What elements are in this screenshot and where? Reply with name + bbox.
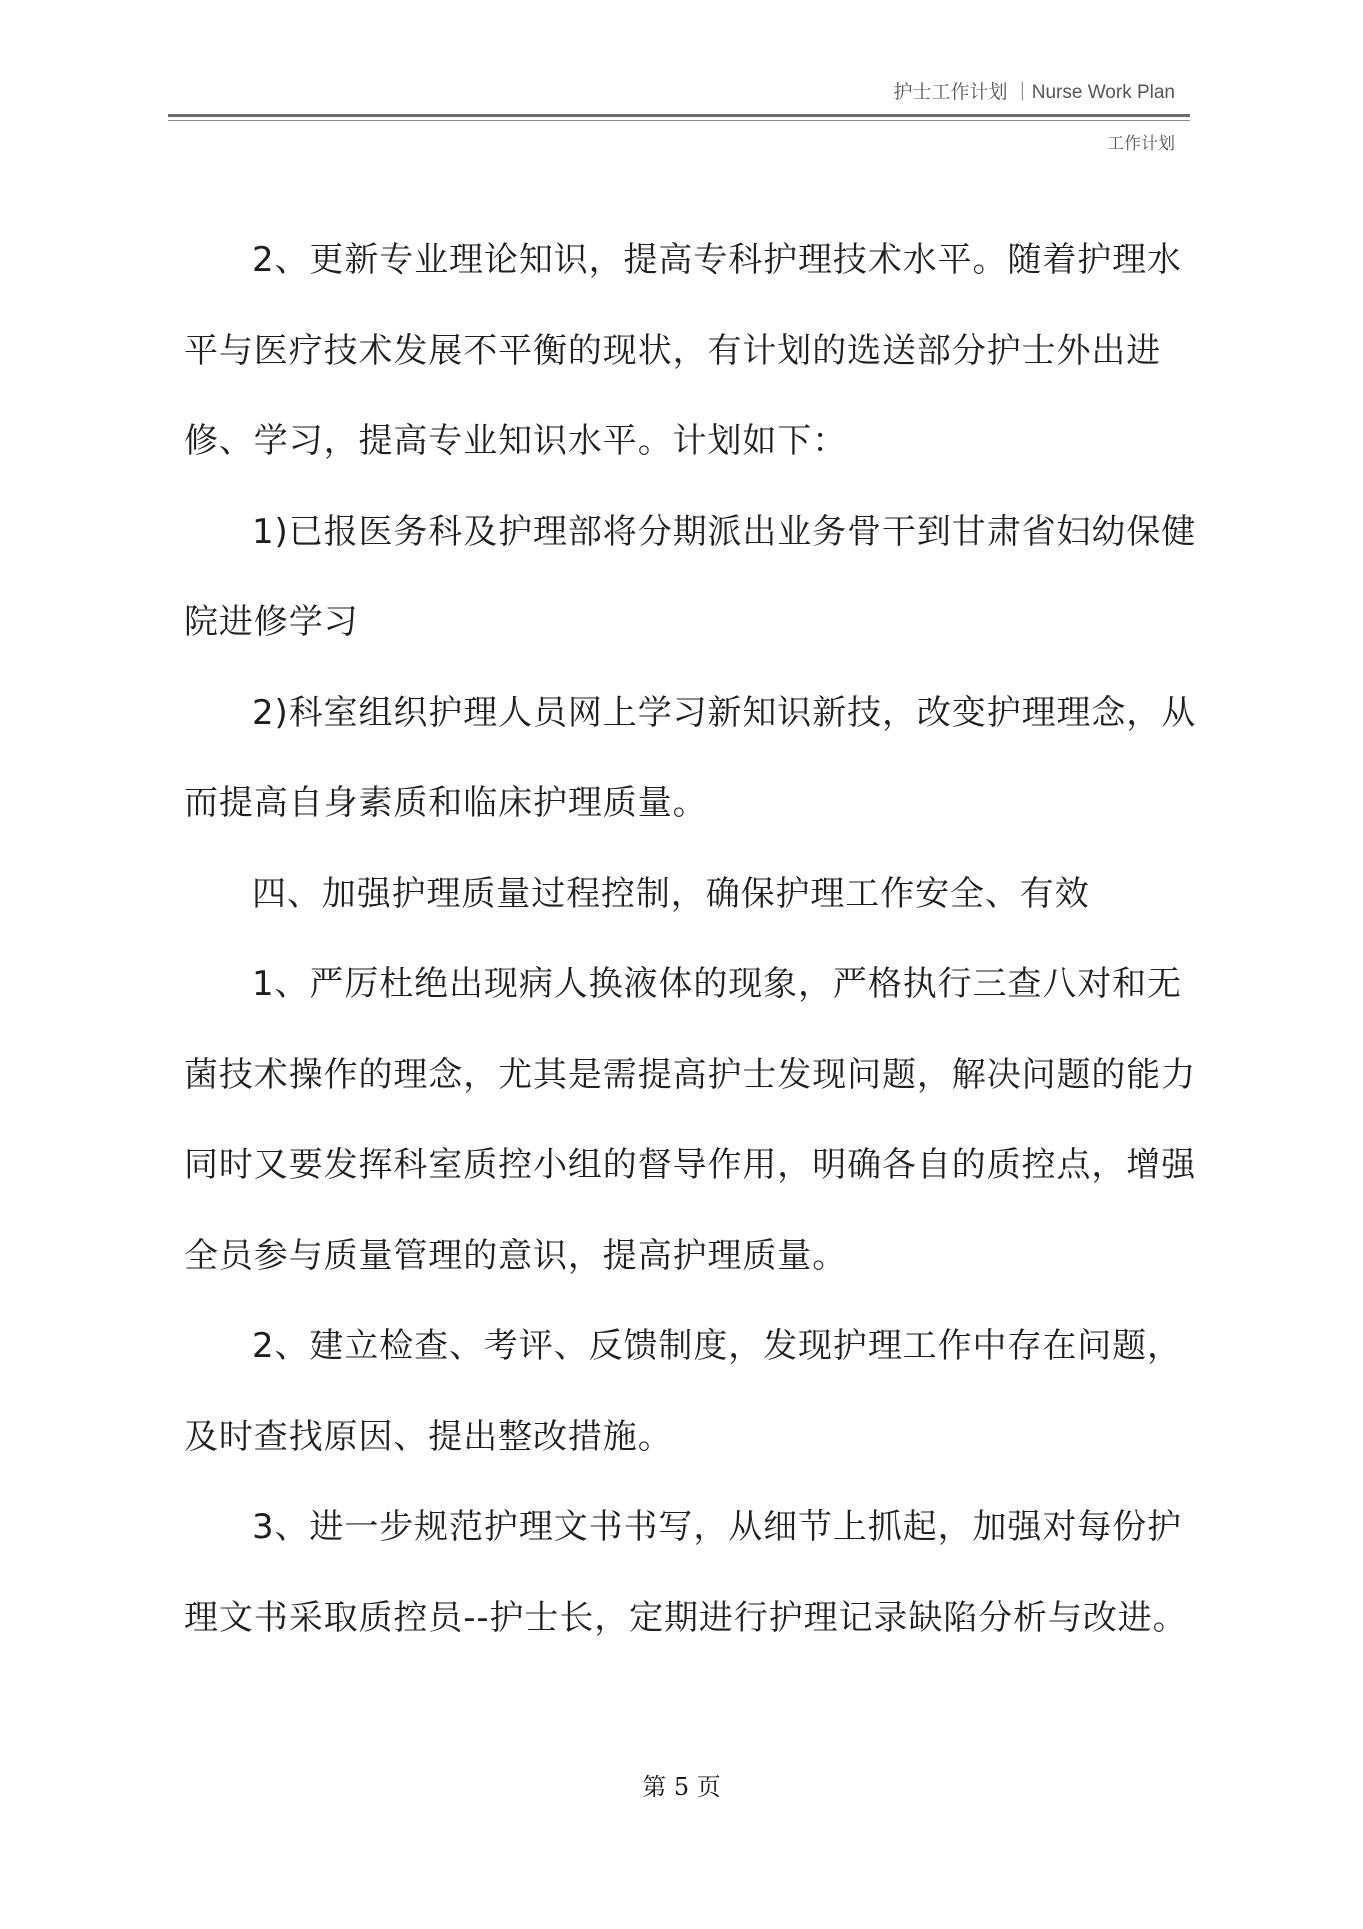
paragraph: 2)科室组织护理人员网上学习新知识新技，改变护理理念，从而提高自身素质和临床护理质量。 [184,692,1197,823]
header-divider-thin [168,120,1190,121]
paragraph: 2、更新专业理论知识，提高专科护理技术水平。随着护理水平与医疗技术发展不平衡的现状，有计划的选送部分护士外出进修、学习，提高专业知识水平。计划如下： [184,240,1182,461]
page-number: 第 5 页 [642,1773,721,1801]
paragraph: 1、严厉杜绝出现病人换液体的现象，严格执行三查八对和无菌技术操作的理念，尤其是需提高护士发现问题，解决问题的能力同时又要发挥科室质控小组的督导作用，明确各自的质控点，增强全员参与质量管理的意识，提高护理质量。 [184,964,1197,1276]
paragraph: 2、建立检查、考评、反馈制度，发现护理工作中存在问题，及时查找原因、提出整改措施。 [184,1326,1182,1457]
paragraph: 3、进一步规范护理文书书写，从细节上抓起，加强对每份护理文书采取质控员--护士长，定期进行护理记录缺陷分析与改进。 [184,1507,1188,1638]
header-subtitle: 工作计划 [1107,134,1175,154]
paragraph: 四、加强护理质量过程控制，确保护理工作安全、有效 [252,873,1090,914]
page-header [168,80,1190,154]
header-divider-thick [168,114,1190,117]
document-body [184,215,1208,1663]
header-title: 护士工作计划 ｜Nurse Work Plan [893,82,1175,103]
paragraph: 1)已报医务科及护理部将分期派出业务骨干到甘肃省妇幼保健院进修学习 [184,511,1197,642]
